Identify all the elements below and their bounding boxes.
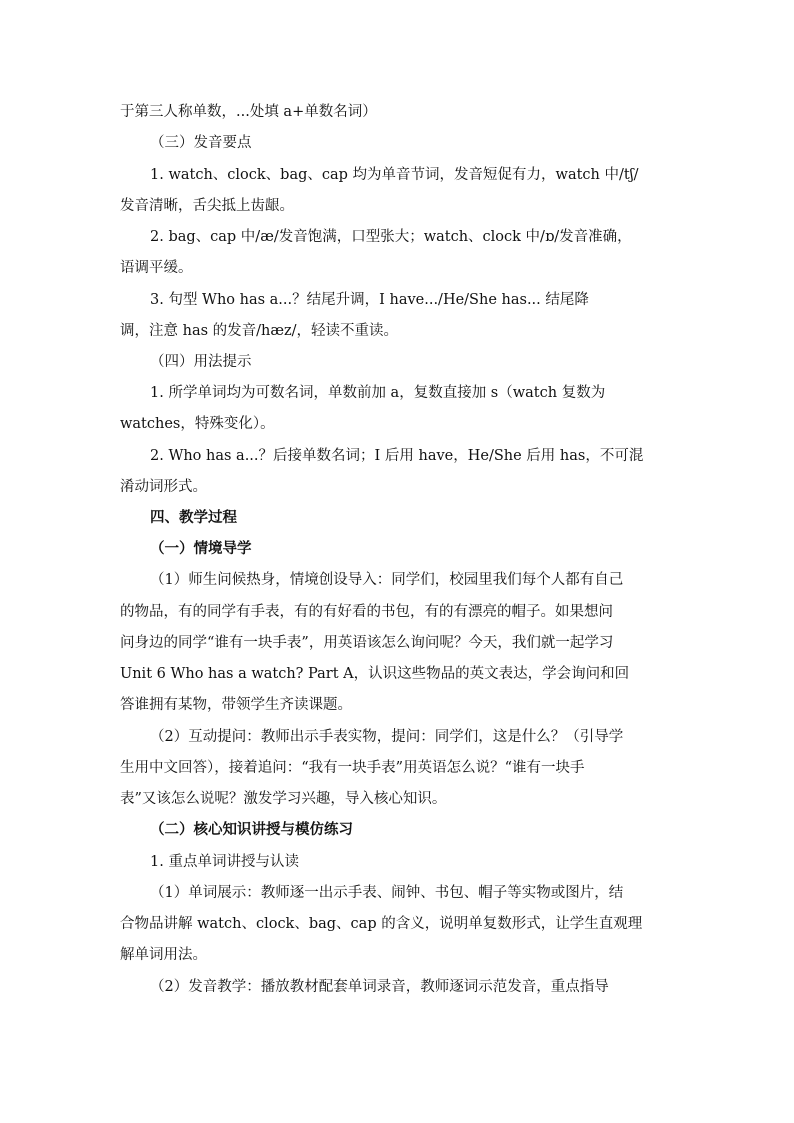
section-heading: （一）情境导学 <box>150 540 252 557</box>
text-line: （2）发音教学：播放教材配套单词录音，教师逐词示范发音，重点指导 <box>150 979 609 995</box>
text-line: 于第三人称单数，...处填 a+单数名词） <box>120 104 377 120</box>
text-line: 1. 重点单词讲授与认读 <box>150 854 299 870</box>
section-heading: （二）核心知识讲授与模仿练习 <box>150 821 353 838</box>
text-line: 发音清晰，舌尖抵上齿龈。 <box>120 198 294 214</box>
text-line: （1）单词展示：教师逐一出示手表、闹钟、书包、帽子等实物或图片，结 <box>150 885 624 901</box>
text-line: （1）师生问候热身，情境创设导入：同学们，校园里我们每个人都有自己 <box>150 572 624 588</box>
text-line: 2. bag、cap 中/æ/发音饱满，口型张大；watch、clock 中/ɒ/发音准确， <box>150 229 632 245</box>
text-line: 2. Who has a...？后接单数名词；I 后用 have，He/She 后用 has，不可混 <box>150 448 644 464</box>
text-line: 淆动词形式。 <box>120 479 207 495</box>
text-line: 1. 所学单词均为可数名词，单数前加 a，复数直接加 s（watch 复数为 <box>150 385 606 401</box>
chapter-heading: 四、教学过程 <box>150 509 237 526</box>
text-line: 调，注意 has 的发音/hæz/，轻读不重读。 <box>120 323 399 339</box>
text-line: 表”又该怎么说呢？激发学习兴趣，导入核心知识。 <box>120 791 447 807</box>
text-line: 答谁拥有某物，带领学生齐读课题。 <box>120 697 352 713</box>
text-line: 问身边的同学“谁有一块手表”，用英语该怎么询问呢？今天，我们就一起学习 <box>120 635 614 651</box>
text-line: 3. 句型 Who has a...？结尾升调，I have.../He/She has... 结尾降 <box>150 292 589 308</box>
section-heading: （三）发音要点 <box>150 135 252 151</box>
text-line: 解单词用法。 <box>120 947 207 963</box>
text-line: 合物品讲解 watch、clock、bag、cap 的含义，说明单复数形式，让学生直观理 <box>120 916 643 932</box>
text-line: Unit 6 Who has a watch? Part A，认识这些物品的英文表达，学会询问和回 <box>120 666 630 682</box>
text-line: 的物品，有的同学有手表，有的有好看的书包，有的有漂亮的帽子。如果想问 <box>120 604 613 620</box>
text-line: （2）互动提问：教师出示手表实物，提问：同学们，这是什么？（引导学 <box>150 729 624 745</box>
section-heading: （四）用法提示 <box>150 354 252 370</box>
text-line: 生用中文回答），接着追问：“我有一块手表”用英语怎么说？“谁有一块手 <box>120 760 585 776</box>
text-line: 1. watch、clock、bag、cap 均为单音节词，发音短促有力，watch 中/tʃ/ <box>150 167 639 183</box>
text-line: 语调平缓。 <box>120 260 193 276</box>
text-line: watches，特殊变化）。 <box>120 416 275 432</box>
